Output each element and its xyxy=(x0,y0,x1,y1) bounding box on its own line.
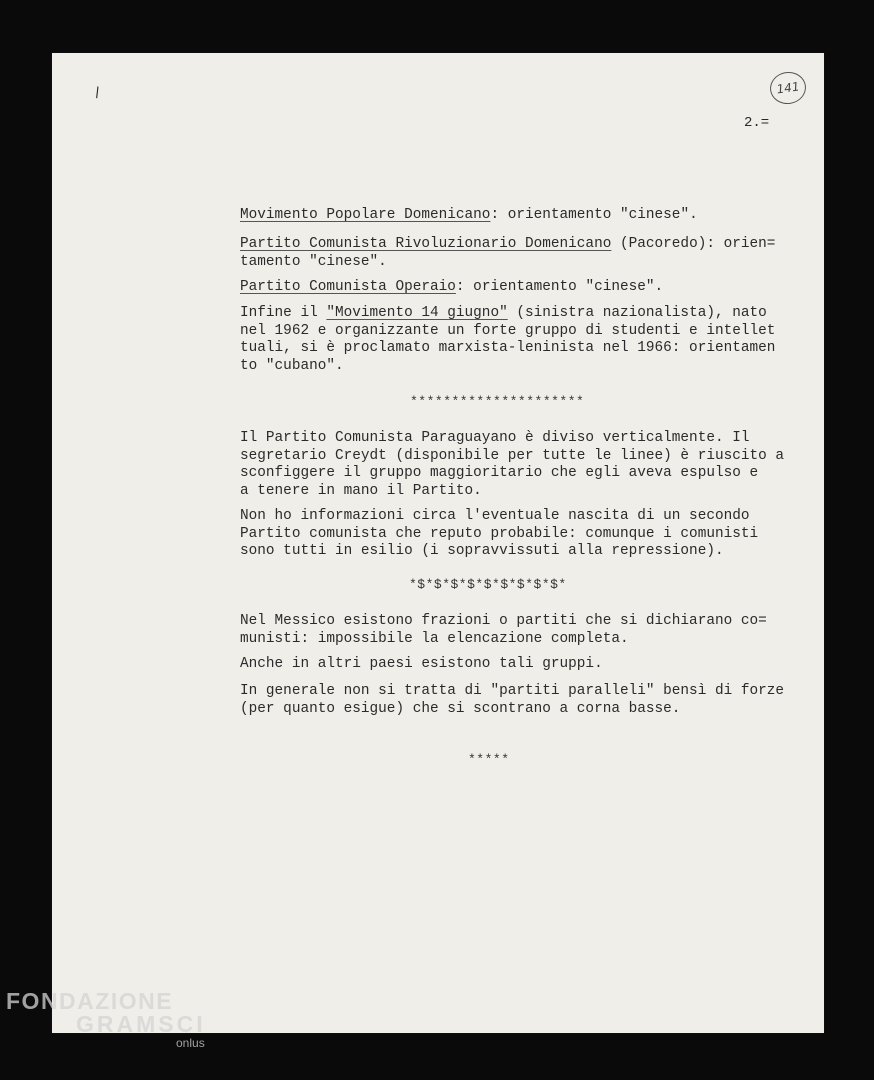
paragraph-paraguay: Il Partito Comunista Paraguayano è diviso verticalmente. Il segretario Creydt (disponibile per tutte le linee) è riuscito a sconfiggere il gruppo maggioritario che egli aveva espulso e a tenere in mano il Partito. xyxy=(240,430,785,499)
paragraph-mpd: Movimento Popolare Domenicano: orientamento "cinese". xyxy=(240,207,698,223)
page-number: 2.= xyxy=(744,115,770,131)
paragraph-pcrd: Partito Comunista Rivoluzionario Domenicano (Pacoredo): orien= tamento "cinese". xyxy=(240,236,776,270)
watermark-line2: GRAMSCI xyxy=(76,1011,206,1037)
watermark-line3: onlus xyxy=(176,1036,205,1050)
fondazione-gramsci-watermark xyxy=(6,988,206,1050)
paragraph-messico: Nel Messico esistono frazioni o partiti che si dichiarano co= munisti: impossibile la elencazione completa. xyxy=(240,613,767,647)
paragraph-secondo-partito: Non ho informazioni circa l'eventuale nascita di un secondo Partito comunista che reputo probabile: comunque i comunisti sono tutti in esilio (i sopravvissuti alla repressione). xyxy=(240,508,759,559)
paragraph-conclusione: In generale non si tratta di "partiti paralleli" bensì di forze (per quanto esigue) che si scontrano a corna basse. xyxy=(240,683,785,717)
corner-pen-mark: \ xyxy=(88,85,105,103)
paragraph-movimento-14-giugno: Infine il "Movimento 14 giugno" (sinistra nazionalista), nato nel 1962 e organizzante un forte gruppo di studenti e intellet tuali, si è proclamato marxista-leninista nel 1966: orientamen to "cubano". xyxy=(240,305,776,374)
watermark-line1: FONDAZIONE xyxy=(6,988,174,1014)
paragraph-altri-paesi: Anche in altri paesi esistono tali gruppi. xyxy=(240,656,603,672)
archive-stamp: 141 xyxy=(768,70,808,107)
separator-end-stars: ***** xyxy=(468,752,510,767)
separator-dollar-stars: *$*$*$*$*$*$*$*$*$* xyxy=(409,577,567,592)
paragraph-pco: Partito Comunista Operaio: orientamento "cinese". xyxy=(240,279,664,295)
separator-stars: ********************* xyxy=(410,394,585,409)
